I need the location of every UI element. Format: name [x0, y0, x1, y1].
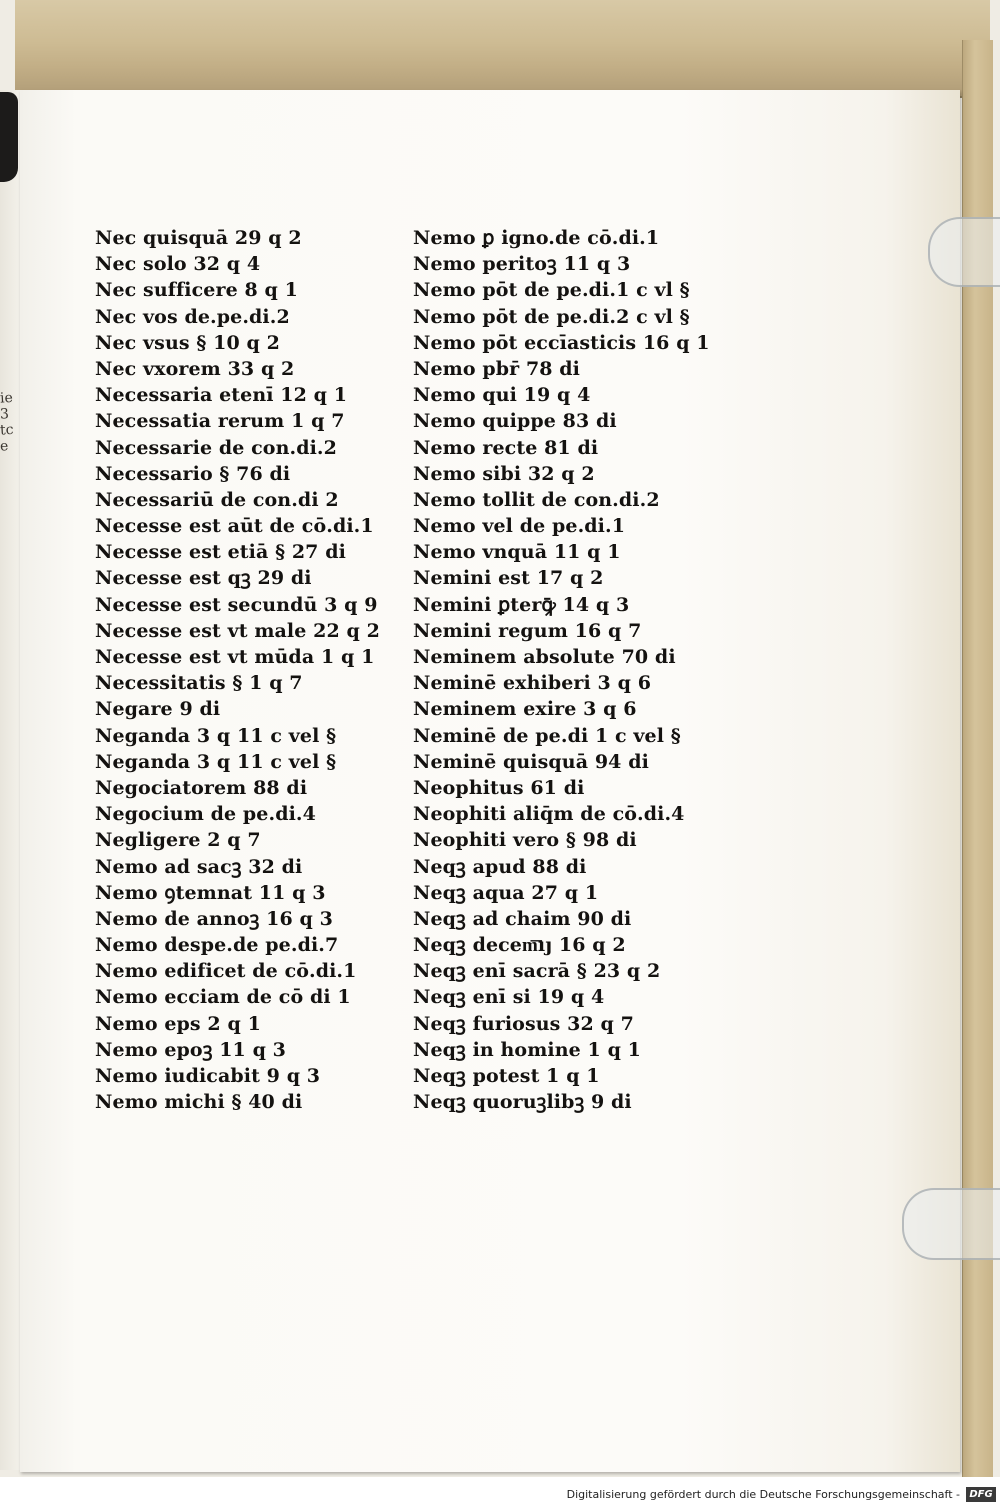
- index-entry: Nemo pbr̄ 78 di: [413, 357, 581, 380]
- dfg-logo: DFG: [966, 1487, 996, 1502]
- index-entry: Neminem absolute 70 di: [413, 646, 676, 668]
- index-entry: Neganda 3 q 11 c vel §: [95, 724, 337, 747]
- index-entry: Neganda 3 q 11 c vel §: [95, 750, 337, 773]
- index-entry: Necessitatis § 1 q 7: [95, 672, 303, 695]
- index-entry: Nemo despe.de pe.di.7: [95, 934, 339, 957]
- index-entry: Necesse est vt male 22 q 2: [95, 619, 380, 642]
- index-entry: Nec quisquā 29 q 2: [95, 227, 302, 249]
- index-entry: Nemo edificet de cō.di.1: [95, 960, 357, 983]
- index-entry: Neqꝫ enī sacrā § 23 q 2: [413, 960, 661, 983]
- index-entry: Nemo ꝯtemnat 11 q 3: [95, 881, 326, 904]
- index-entry: Negociatorem 88 di: [95, 776, 308, 799]
- index-entry: Nemo recte 81 di: [413, 436, 599, 459]
- index-entry: Nec sufficere 8 q 1: [95, 279, 298, 302]
- index-entry: Nemo peritoꝫ 11 q 3: [413, 253, 631, 276]
- index-entry: Nemo quippe 83 di: [413, 410, 617, 433]
- index-entry: Necesse est vt mūda 1 q 1: [95, 646, 375, 668]
- scan-footer: [0, 1477, 1000, 1507]
- index-entry: Neqꝫ furiosus 32 q 7: [413, 1012, 634, 1035]
- index-entry: Nemo qui 19 q 4: [413, 384, 591, 407]
- index-entry: Necesse est secundū 3 q 9: [95, 593, 378, 616]
- index-entry: Neqꝫ aqua 27 q 1: [413, 881, 599, 904]
- index-entry: Nemo iudicabit 9 q 3: [95, 1065, 321, 1087]
- index-entry: Nec vsus § 10 q 2: [95, 331, 280, 354]
- index-entry: Neqꝫ potest 1 q 1: [413, 1065, 600, 1087]
- index-entry: Neqꝫ ad chaim 90 di: [413, 907, 632, 930]
- index-entry: Nemo vnquā 11 q 1: [413, 541, 621, 564]
- index-entry: Necesse est etiā § 27 di: [95, 541, 346, 564]
- index-entry: Nemo ad sacꝫ 32 di: [95, 855, 303, 878]
- index-entry: Nemo sibi 32 q 2: [413, 462, 595, 485]
- fragment-1: ie: [0, 389, 14, 407]
- index-entry: Neminē quisquā 94 di: [413, 750, 649, 773]
- index-entry: Neqꝫ quoruꝫlibꝫ 9 di: [413, 1091, 632, 1114]
- index-entry: Neminem exire 3 q 6: [413, 698, 637, 721]
- facing-page-text-fragments: [0, 390, 22, 454]
- fragment-3: tc: [0, 421, 14, 439]
- page-clip-bottom: [902, 1188, 1000, 1260]
- index-entry: Neminē exhiberi 3 q 6: [413, 672, 652, 695]
- vellum-binding-top: [15, 0, 990, 98]
- index-entry: Nemo ꝑ igno.de cō.di.1: [413, 227, 660, 249]
- index-entry: Necessariū de con.di 2: [95, 488, 339, 511]
- index-entry: Negocium de pe.di.4: [95, 803, 316, 826]
- index-entry: Nemo ecciam de cō di 1: [95, 986, 351, 1009]
- index-entry: Nemo michi § 40 di: [95, 1091, 303, 1114]
- index-entry: Nec solo 32 q 4: [95, 253, 261, 276]
- index-entry: Necesse est qꝫ 29 di: [95, 567, 312, 590]
- index-entry: Nemini regum 16 q 7: [413, 619, 642, 642]
- index-entry: Nec vos de.pe.di.2: [95, 305, 290, 328]
- index-entry: Nemo pōt eccīasticis 16 q 1: [413, 331, 710, 354]
- index-entry: Nec vxorem 33 q 2: [95, 357, 295, 380]
- book-clip: [0, 92, 18, 182]
- index-column-left: [95, 225, 380, 1115]
- index-entry: Negare 9 di: [95, 698, 221, 721]
- index-entry: Neophiti vero § 98 di: [413, 829, 637, 852]
- index-entry: Necessaria etenī 12 q 1: [95, 384, 348, 407]
- fragment-4: e: [0, 438, 9, 455]
- index-entry: Neminē de pe.di 1 c vel §: [413, 724, 681, 747]
- index-entry: Neqꝫ decem͞ıȷ 16 q 2: [413, 934, 626, 957]
- index-entry: Necessario § 76 di: [95, 462, 291, 485]
- index-entry: Nemo pōt de pe.di.1 c vl §: [413, 279, 690, 302]
- index-entry: Neophitus 61 di: [413, 776, 585, 799]
- index-entry: Nemo de annoꝫ 16 q 3: [95, 907, 333, 930]
- index-entry: Neqꝫ apud 88 di: [413, 855, 587, 878]
- index-entry: Nemo tollit de con.di.2: [413, 488, 660, 511]
- index-entry: Neophiti aliq̄m de cō.di.4: [413, 803, 685, 826]
- index-entry: Nemo pōt de pe.di.2 c vl §: [413, 305, 690, 328]
- index-entry: Nemini est 17 q 2: [413, 567, 604, 590]
- index-entry: Nemo eps 2 q 1: [95, 1012, 261, 1035]
- fragment-2: 3: [0, 406, 10, 423]
- index-entry: Neqꝫ in homine 1 q 1: [413, 1038, 641, 1061]
- page-clip-top: [928, 217, 1000, 287]
- index-entry: Necessatia rerum 1 q 7: [95, 410, 345, 433]
- index-entry: Nemo epoꝫ 11 q 3: [95, 1038, 286, 1061]
- index-entry: Necesse est aūt de cō.di.1: [95, 515, 374, 538]
- index-column-right: [413, 225, 710, 1115]
- index-entry: Neqꝫ enī si 19 q 4: [413, 986, 605, 1009]
- funding-credit: Digitalisierung gefördert durch die Deutsche Forschungsgemeinschaft -: [566, 1488, 960, 1501]
- index-entry: Nemini ꝑterꝙ̄ 14 q 3: [413, 593, 630, 616]
- index-entry: Nemo vel de pe.di.1: [413, 515, 626, 538]
- index-entry: Negligere 2 q 7: [95, 829, 261, 852]
- facing-page-edge: [0, 90, 21, 1470]
- index-entry: Necessarie de con.di.2: [95, 436, 337, 459]
